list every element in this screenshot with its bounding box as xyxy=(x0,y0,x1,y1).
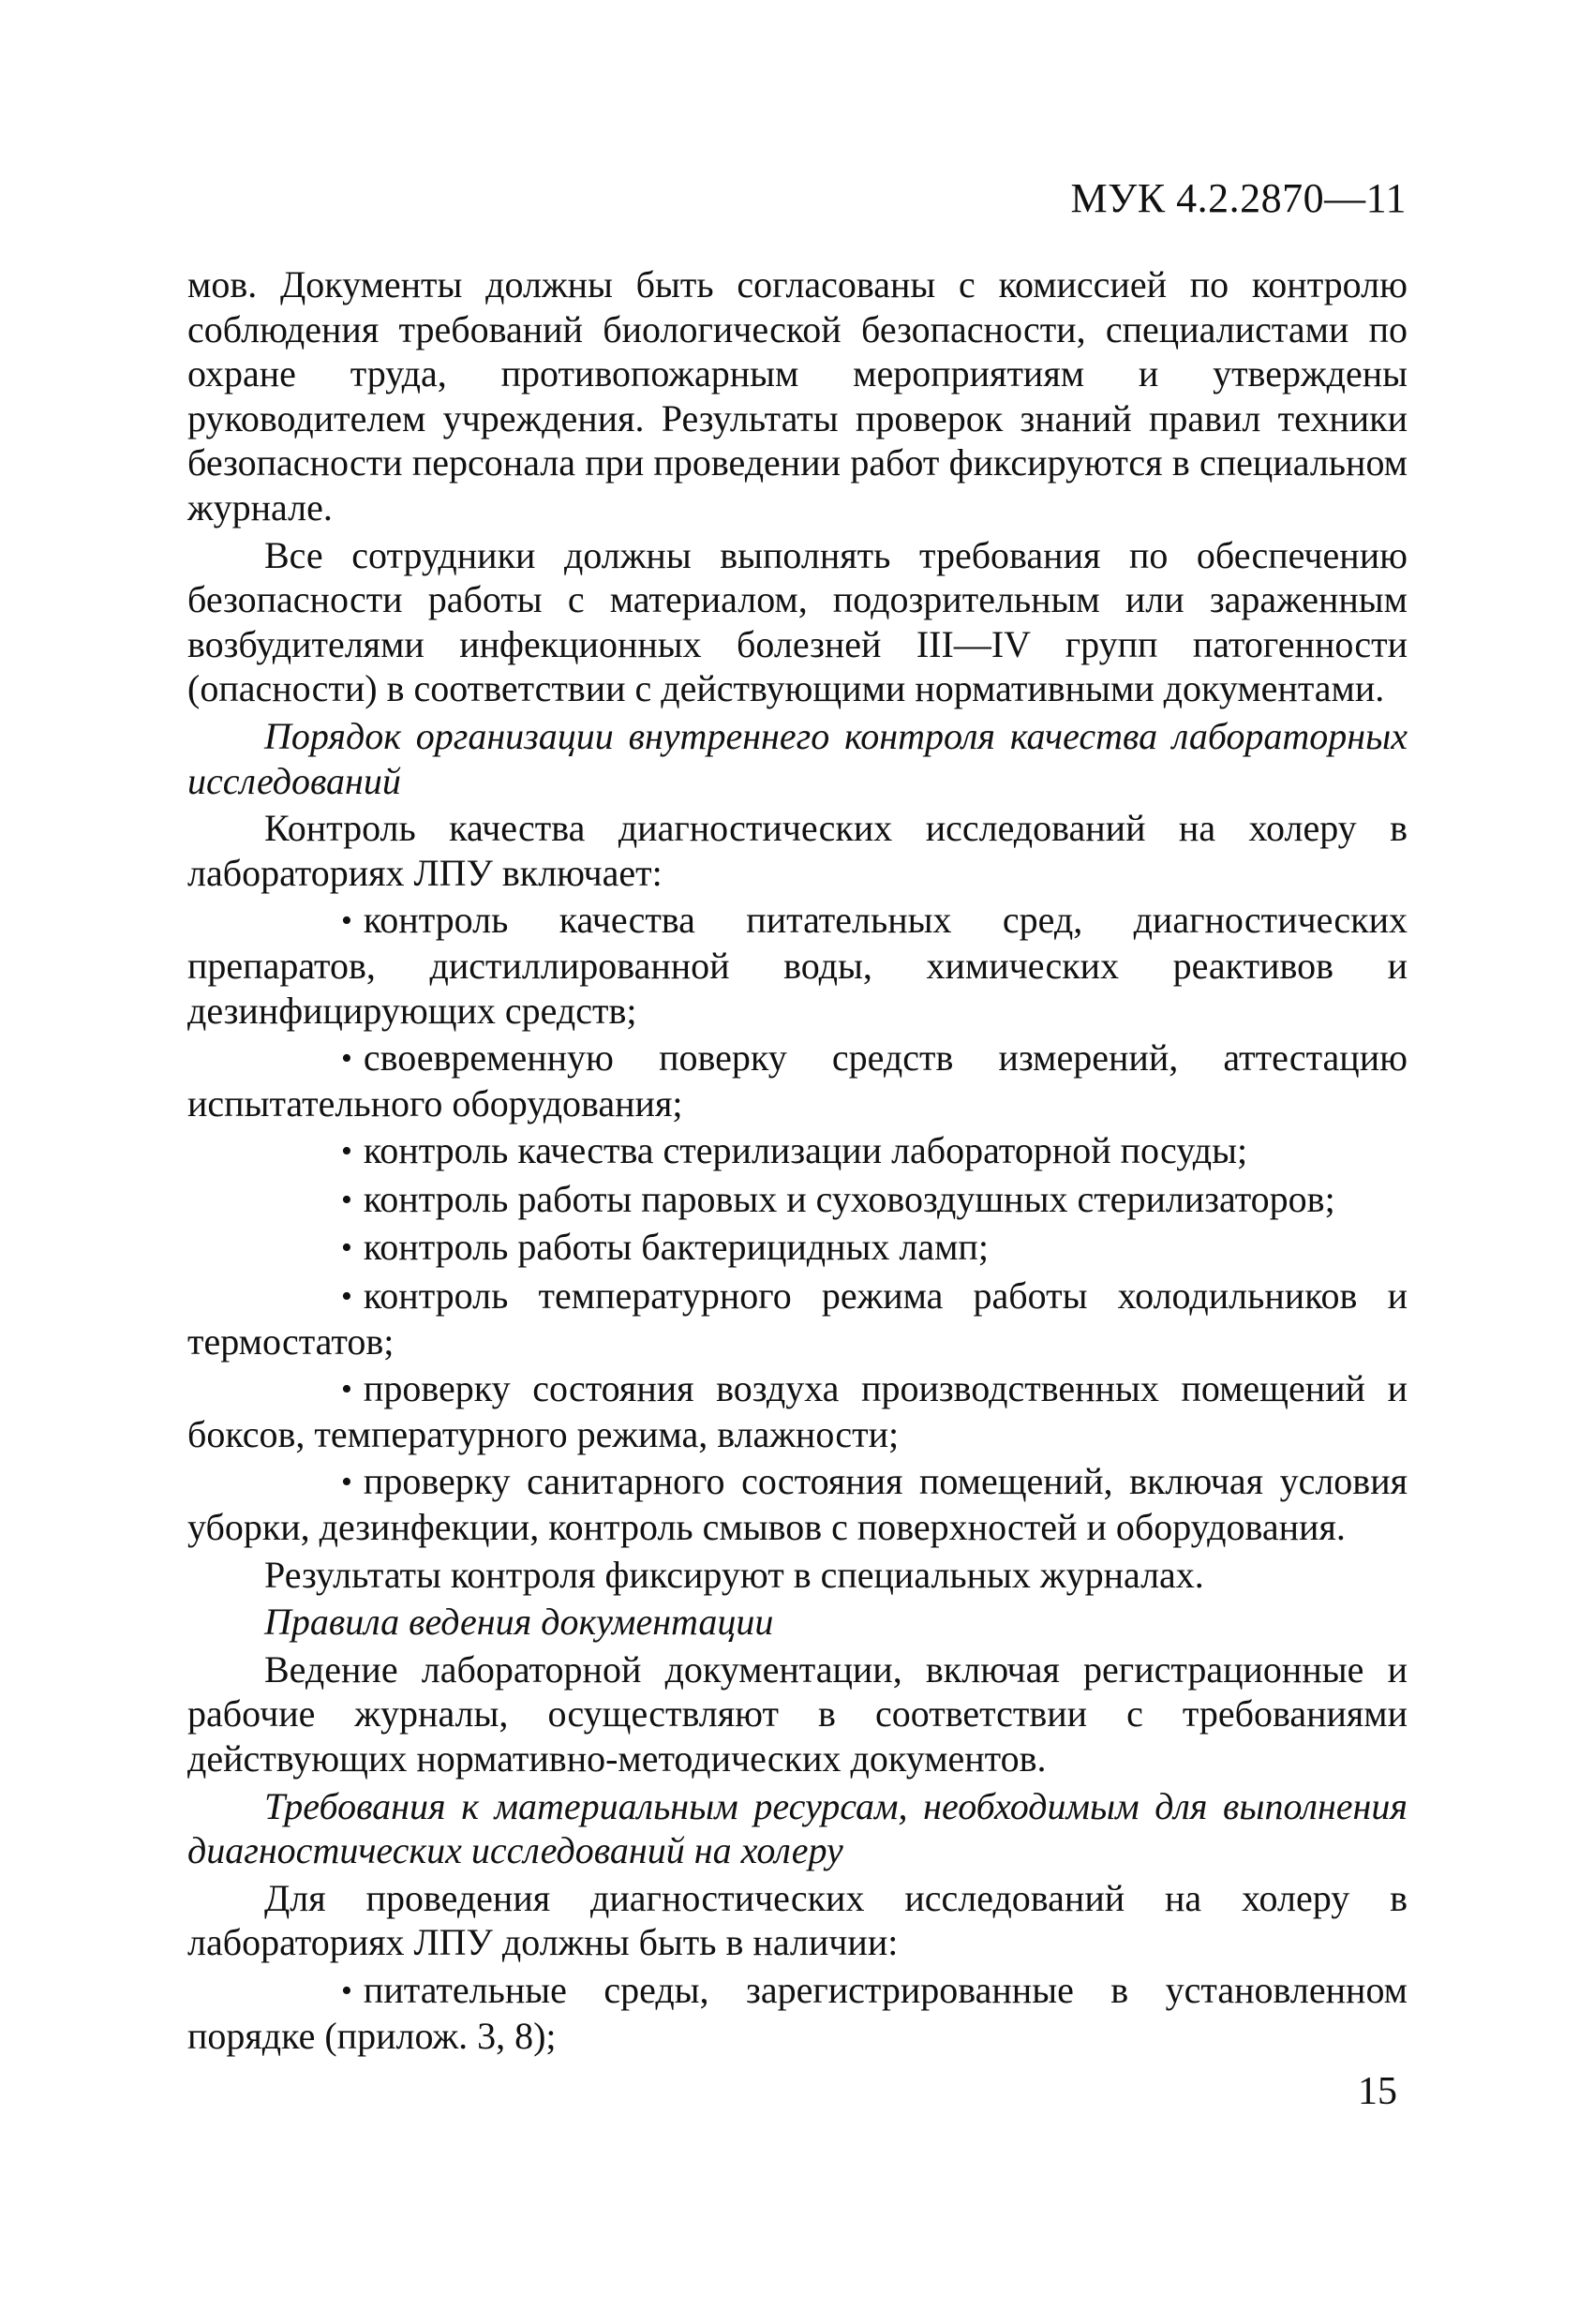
list-item-text: проверку санитарного состояния помещений, включая условия уборки, дезинфекции, контроль смывов с поверхностей и оборудования. xyxy=(187,1460,1408,1549)
section-heading-quality-control: Порядок организации внутреннего контроля качества лабораторных исследований xyxy=(187,714,1408,802)
paragraph-documentation: Ведение лабораторной документации, включая регистрационные и рабочие журналы, осуществляют в соответствии с требованиями действующих нормативно-методических документов. xyxy=(187,1647,1408,1780)
list-item xyxy=(187,1968,1408,2058)
list-item-text: контроль работы паровых и суховоздушных стерилизаторов; xyxy=(363,1177,1335,1220)
list-item xyxy=(187,1177,1408,1223)
paragraph-staff-requirements: Все сотрудники должны выполнять требования по обеспечению безопасности работы с материалом, подозрительным или зараженным возбудителями инфекционных болезней III—IV групп патогенности (опасности) в соответствии с действующими нормативными документами. xyxy=(187,533,1408,710)
list-item-text: своевременную поверку средств измерений, аттестацию испытательного оборудования; xyxy=(187,1036,1408,1125)
bullet-icon: • xyxy=(341,1372,352,1408)
resources-list xyxy=(187,1968,1408,2058)
section-heading-material-resources: Требования к материальным ресурсам, необходимым для выполнения диагностических исследований на холеру xyxy=(187,1784,1408,1872)
paragraph-continuation: мов. Документы должны быть согласованы с комиссией по контролю соблюдения требований биологической безопасности, специалистами по охране труда, противопожарным мероприятиям и утверждены руководителем учреждения. Результаты проверок знаний правил техники безопасности персонала при проведении работ фиксируются в специальном журнале. xyxy=(187,263,1408,529)
list-item-text: контроль температурного режима работы холодильников и термостатов; xyxy=(187,1274,1408,1363)
bullet-icon: • xyxy=(341,1973,352,2008)
bullet-icon: • xyxy=(341,903,352,939)
document-code: МУК 4.2.2870—11 xyxy=(1070,175,1407,221)
paragraph-resources-intro: Для проведения диагностических исследований на холеру в лабораториях ЛПУ должны быть в наличии: xyxy=(187,1876,1408,1964)
paragraph-quality-control-intro: Контроль качества диагностических исследований на холеру в лабораториях ЛПУ включает: xyxy=(187,807,1408,894)
list-item xyxy=(187,898,1408,1033)
paragraph-control-results: Результаты контроля фиксируют в специальных журналах. xyxy=(264,1553,1204,1596)
list-item-text: контроль работы бактерицидных ламп; xyxy=(363,1226,989,1269)
list-item xyxy=(187,1128,1408,1174)
list-item xyxy=(187,1274,1408,1363)
list-item xyxy=(187,1366,1408,1456)
list-item-text: контроль качества стерилизации лабораторной посуды; xyxy=(363,1129,1248,1172)
bullet-icon: • xyxy=(341,1134,352,1169)
bullet-icon: • xyxy=(341,1182,352,1217)
list-item xyxy=(187,1035,1408,1125)
bullet-icon: • xyxy=(341,1279,352,1315)
list-item-text: проверку состояния воздуха производственных помещений и боксов, температурного режима, влажности; xyxy=(187,1367,1408,1455)
list-item-text: питательные среды, зарегистрированные в установленном порядке (прилож. 3, 8); xyxy=(187,1968,1408,2057)
list-item xyxy=(187,1225,1408,1271)
list-item-text: контроль качества питательных сред, диагностических препаратов, дистиллированной воды, химических реактивов и дезинфицирующих средств; xyxy=(187,899,1408,1032)
bullet-icon: • xyxy=(341,1465,352,1500)
list-item xyxy=(187,1459,1408,1549)
bullet-icon: • xyxy=(341,1041,352,1077)
quality-control-list xyxy=(187,898,1408,1549)
section-heading-documentation: Правила ведения документации xyxy=(264,1601,774,1644)
document-body xyxy=(187,262,1408,2061)
page-number: 15 xyxy=(1358,2070,1397,2113)
bullet-icon: • xyxy=(341,1230,352,1266)
